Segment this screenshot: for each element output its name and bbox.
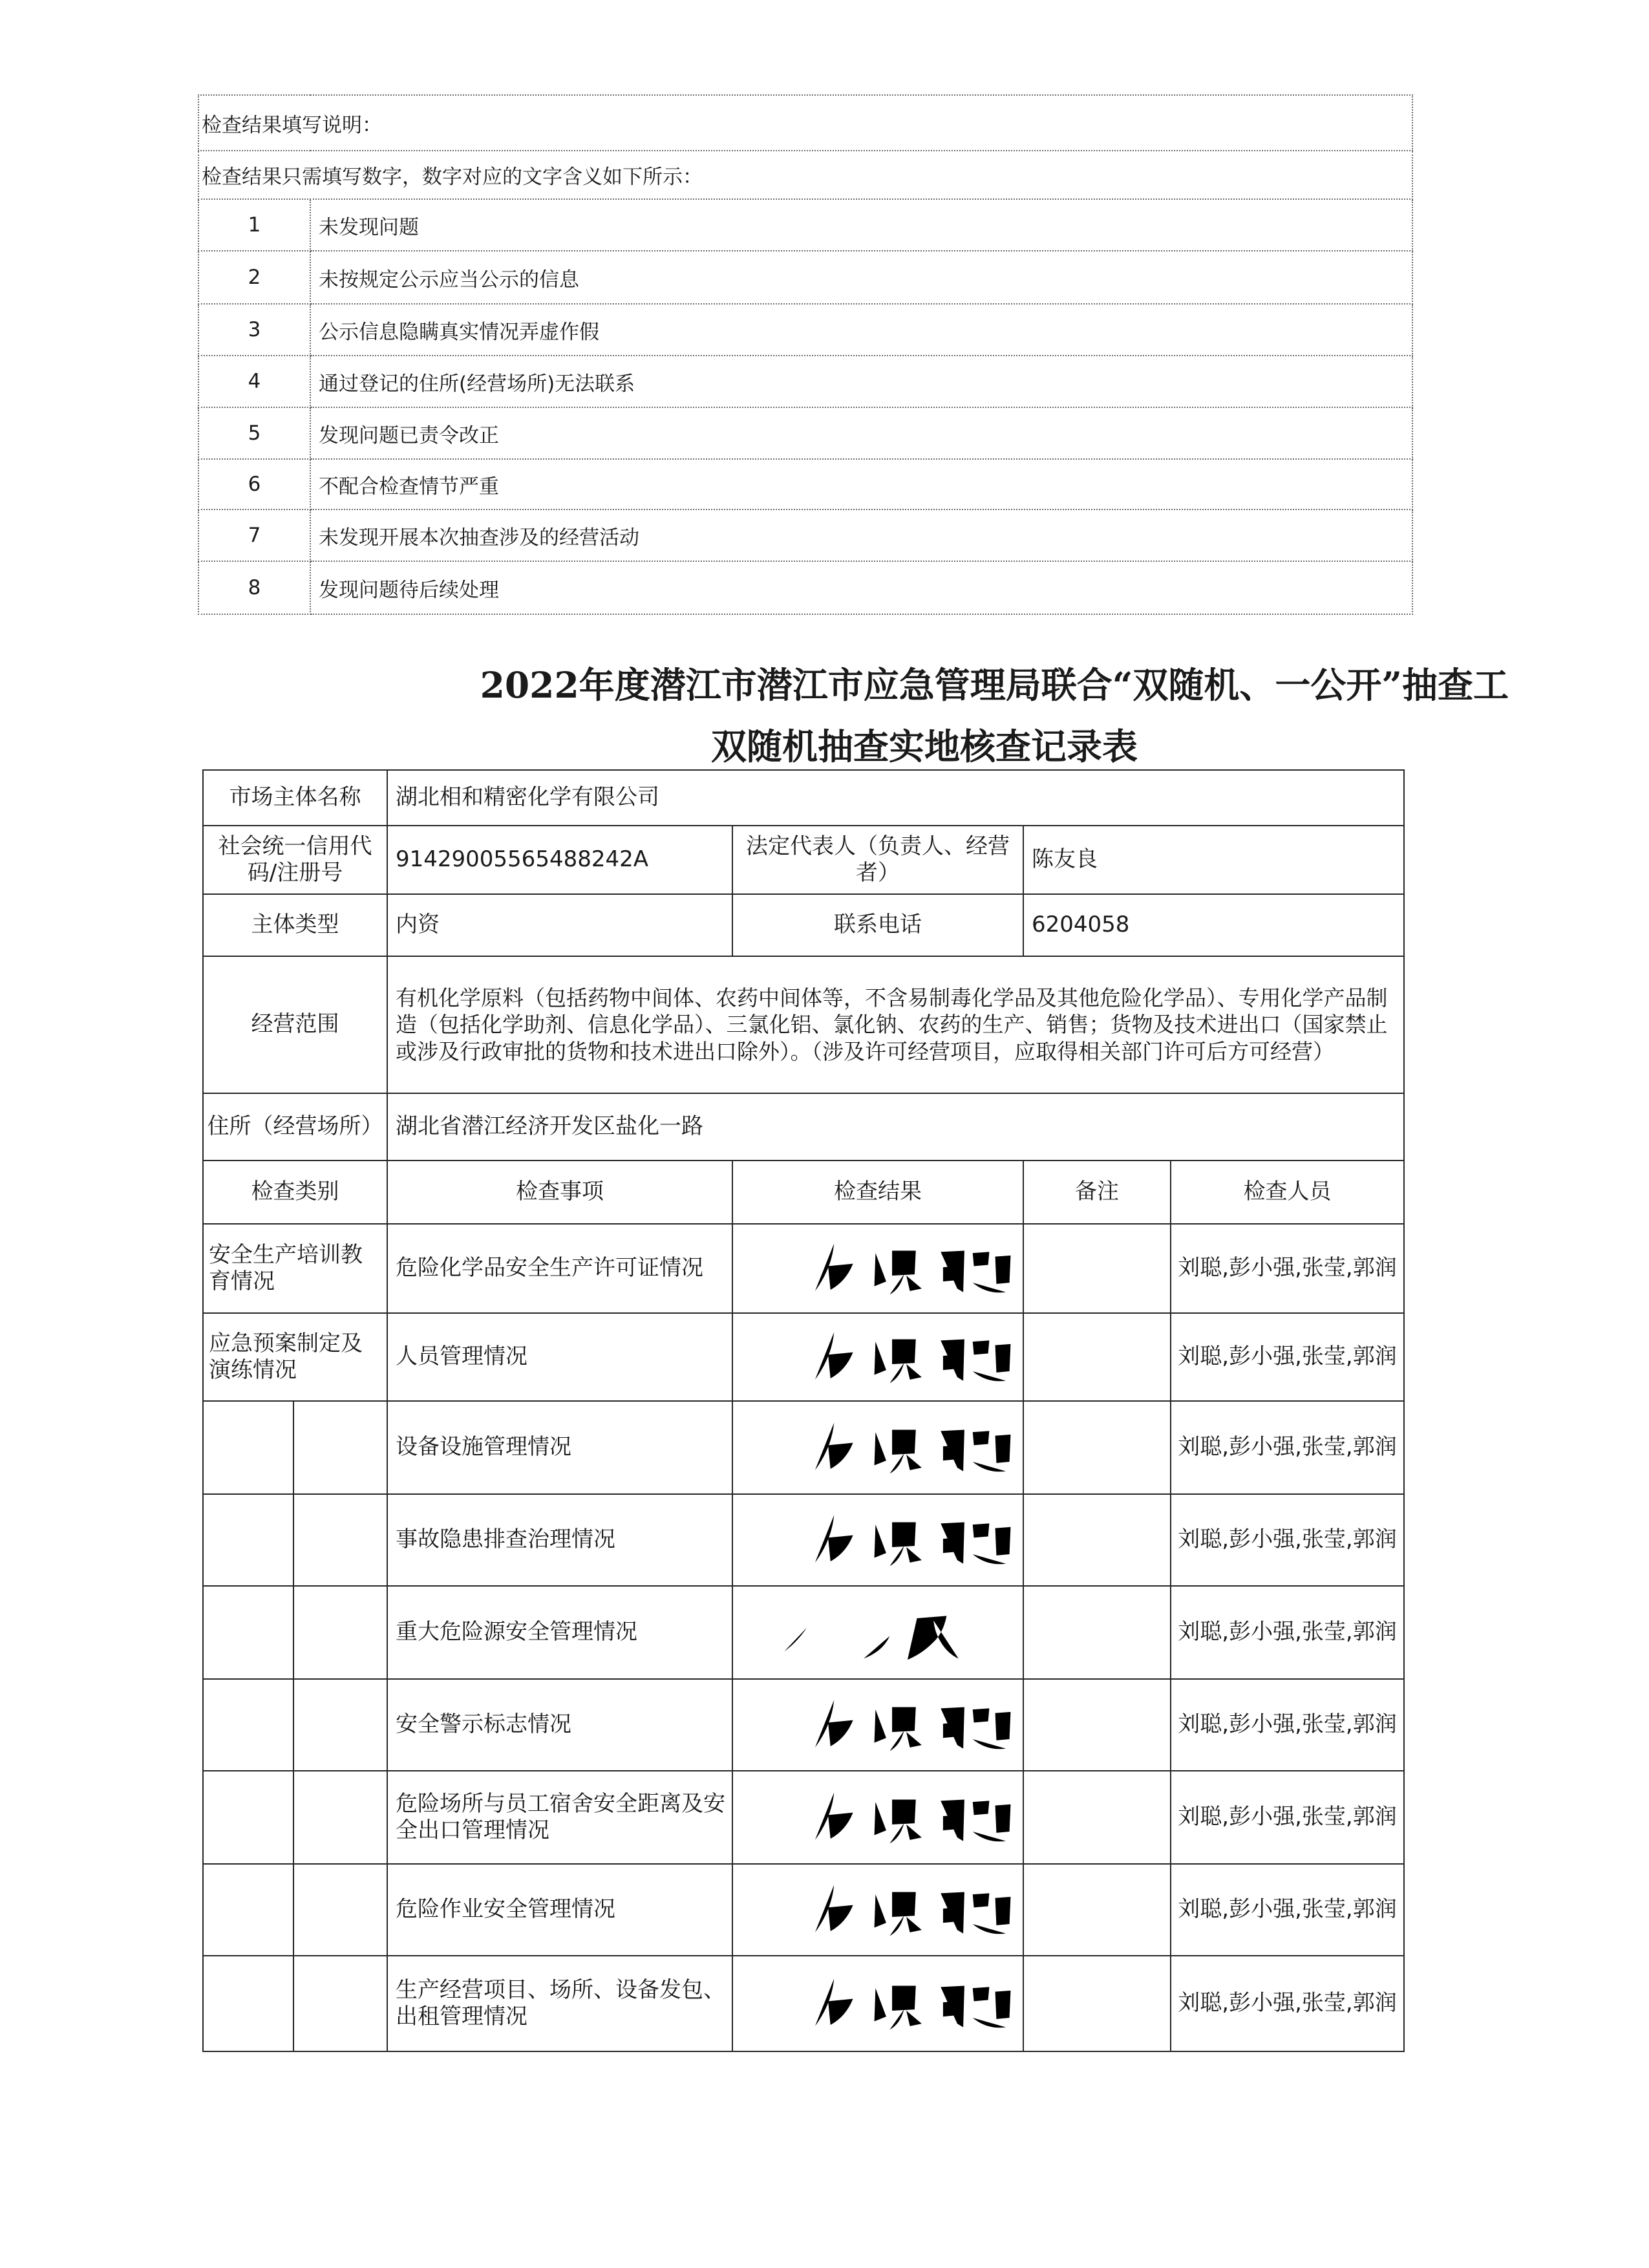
check-note — [1023, 1679, 1171, 1771]
check-inspectors: 刘聪,彭小强,张莹,郭润 — [1171, 1313, 1404, 1401]
check-note — [1023, 1586, 1171, 1679]
category-cell-empty — [203, 1771, 293, 1864]
category-subcell-empty — [293, 1956, 387, 2051]
check-item: 设备设施管理情况 — [387, 1401, 732, 1494]
legend-num: 6 — [198, 459, 310, 509]
entity-type: 内资 — [387, 894, 732, 956]
entity-type-label: 主体类型 — [203, 894, 387, 956]
check-result — [732, 1224, 1023, 1313]
legend-row — [198, 251, 1412, 304]
category-cell-empty — [203, 1956, 293, 2051]
check-note — [1023, 1224, 1171, 1313]
check-row — [203, 1401, 1404, 1494]
check-row — [203, 1313, 1404, 1401]
check-note — [1023, 1313, 1171, 1401]
handwritten-result — [733, 1233, 1024, 1304]
check-row — [203, 1956, 1404, 2051]
check-item: 事故隐患排查治理情况 — [387, 1494, 732, 1586]
category-cell-empty — [203, 1864, 293, 1956]
handwritten-result — [733, 1412, 1024, 1483]
check-note — [1023, 1401, 1171, 1494]
check-result — [732, 1679, 1023, 1771]
result-header: 检查结果 — [732, 1161, 1023, 1224]
check-row — [203, 1586, 1404, 1679]
legend-row — [198, 356, 1412, 407]
legend-text: 未按规定公示应当公示的信息 — [310, 251, 1412, 304]
handwritten-result — [733, 1968, 1024, 2039]
category-cell-empty — [203, 1494, 293, 1586]
check-note — [1023, 1771, 1171, 1864]
check-item: 重大危险源安全管理情况 — [387, 1586, 732, 1679]
check-item: 危险化学品安全生产许可证情况 — [387, 1224, 732, 1313]
phone: 6204058 — [1023, 894, 1404, 956]
credit-code: 91429005565488242A — [387, 826, 732, 894]
check-result — [732, 1956, 1023, 2051]
check-result — [732, 1586, 1023, 1679]
category-cell-empty — [203, 1586, 293, 1679]
legend-num: 1 — [198, 199, 310, 251]
category-cell-empty — [203, 1401, 293, 1494]
handwritten-result — [733, 1689, 1024, 1760]
legal-representative-label: 法定代表人（负责人、经营者） — [732, 826, 1023, 894]
legend-row — [198, 509, 1412, 561]
category-header: 检查类别 — [203, 1161, 387, 1224]
check-item: 危险场所与员工宿舍安全距离及安全出口管理情况 — [387, 1771, 732, 1864]
legal-representative: 陈友良 — [1023, 826, 1404, 894]
legend-table — [198, 94, 1413, 615]
legend-text: 发现问题待后续处理 — [310, 561, 1412, 614]
legend-row — [198, 561, 1412, 614]
check-inspectors: 刘聪,彭小强,张莹,郭润 — [1171, 1679, 1404, 1771]
check-inspectors: 刘聪,彭小强,张莹,郭润 — [1171, 1494, 1404, 1586]
check-row — [203, 1864, 1404, 1956]
check-row — [203, 1494, 1404, 1586]
legend-row — [198, 199, 1412, 251]
handwritten-result — [733, 1597, 1024, 1668]
check-inspectors: 刘聪,彭小强,张莹,郭润 — [1171, 1864, 1404, 1956]
category-subcell-empty — [293, 1586, 387, 1679]
check-result — [732, 1771, 1023, 1864]
legend-num: 4 — [198, 356, 310, 407]
legend-heading: 检查结果填写说明： — [198, 95, 1412, 151]
check-inspectors: 刘聪,彭小强,张莹,郭润 — [1171, 1224, 1404, 1313]
check-item: 人员管理情况 — [387, 1313, 732, 1401]
category-subcell-empty — [293, 1864, 387, 1956]
legend-row — [198, 459, 1412, 509]
legend-num: 8 — [198, 561, 310, 614]
check-inspectors: 刘聪,彭小强,张莹,郭润 — [1171, 1771, 1404, 1864]
market-entity-name: 湖北相和精密化学有限公司 — [387, 770, 1404, 826]
legend-num: 3 — [198, 304, 310, 356]
address-label: 住所（经营场所） — [203, 1093, 387, 1161]
phone-label: 联系电话 — [732, 894, 1023, 956]
handwritten-result — [733, 1782, 1024, 1853]
inspector-header: 检查人员 — [1171, 1161, 1404, 1224]
legend-text: 未发现问题 — [310, 199, 1412, 251]
legend-row — [198, 304, 1412, 356]
check-inspectors: 刘聪,彭小强,张莹,郭润 — [1171, 1401, 1404, 1494]
credit-code-label: 社会统一信用代码/注册号 — [203, 826, 387, 894]
check-item: 危险作业安全管理情况 — [387, 1864, 732, 1956]
note-header: 备注 — [1023, 1161, 1171, 1224]
market-entity-name-label: 市场主体名称 — [203, 770, 387, 826]
legend-text: 发现问题已责令改正 — [310, 407, 1412, 459]
check-header-row — [203, 1161, 1404, 1224]
check-result — [732, 1494, 1023, 1586]
category-subcell-empty — [293, 1679, 387, 1771]
check-result — [732, 1864, 1023, 1956]
business-scope-label: 经营范围 — [203, 956, 387, 1093]
legend-text: 公示信息隐瞒真实情况弄虚作假 — [310, 304, 1412, 356]
category-subcell-empty — [293, 1771, 387, 1864]
category-cell: 应急预案制定及演练情况 — [203, 1313, 387, 1401]
check-item: 安全警示标志情况 — [387, 1679, 732, 1771]
handwritten-result — [733, 1874, 1024, 1945]
category-subcell-empty — [293, 1494, 387, 1586]
business-scope: 有机化学原料（包括药物中间体、农药中间体等，不含易制毒化学品及其他危险化学品）、专用化学产品制造（包括化学助剂、信息化学品）、三氯化铝、氯化钠、农药的生产、销售；货物及技术进出口（国家禁止或涉及行政审批的货物和技术进出口除外）。（涉及许可经营项目，应取得相关部门许可后方可经营） — [387, 956, 1404, 1093]
check-item: 生产经营项目、场所、设备发包、出租管理情况 — [387, 1956, 732, 2051]
check-row — [203, 1224, 1404, 1313]
document-title: 2022年度潜江市潜江市应急管理局联合“双随机、一公开”抽查工 — [480, 664, 1509, 706]
check-row — [203, 1679, 1404, 1771]
legend-text: 通过登记的住所(经营场所)无法联系 — [310, 356, 1412, 407]
address: 湖北省潜江经济开发区盐化一路 — [387, 1093, 1404, 1161]
handwritten-result — [733, 1321, 1024, 1393]
legend-text: 未发现开展本次抽查涉及的经营活动 — [310, 509, 1412, 561]
check-result — [732, 1313, 1023, 1401]
document-subtitle: 双随机抽查实地核查记录表 — [710, 725, 1138, 767]
check-note — [1023, 1864, 1171, 1956]
check-note — [1023, 1494, 1171, 1586]
check-note — [1023, 1956, 1171, 2051]
check-inspectors: 刘聪,彭小强,张莹,郭润 — [1171, 1956, 1404, 2051]
check-result — [732, 1401, 1023, 1494]
legend-instruction: 检查结果只需填写数字，数字对应的文字含义如下所示： — [198, 151, 1412, 199]
inspection-record-table — [202, 769, 1405, 2052]
legend-num: 2 — [198, 251, 310, 304]
handwritten-result — [733, 1504, 1024, 1576]
category-cell-empty — [203, 1679, 293, 1771]
item-header: 检查事项 — [387, 1161, 732, 1224]
check-row — [203, 1771, 1404, 1864]
check-inspectors: 刘聪,彭小强,张莹,郭润 — [1171, 1586, 1404, 1679]
legend-num: 5 — [198, 407, 310, 459]
category-subcell-empty — [293, 1401, 387, 1494]
legend-text: 不配合检查情节严重 — [310, 459, 1412, 509]
category-cell: 安全生产培训教育情况 — [203, 1224, 387, 1313]
legend-num: 7 — [198, 509, 310, 561]
legend-row — [198, 407, 1412, 459]
